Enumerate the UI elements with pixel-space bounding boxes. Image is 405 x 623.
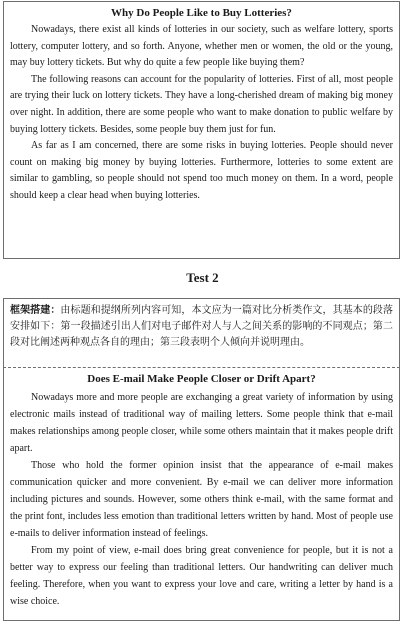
essay-box-test2 — [3, 368, 400, 621]
framework-note — [10, 303, 393, 351]
framework-box — [3, 298, 400, 368]
essay-paragraph-1: Nowadays more and more people are exchanging a great variety of information by using electronic mails instead of traditional way of mailing letters. Some people think that e-mail makes relationships among people closer, while some others maintain that it makes people drift apart. — [10, 392, 393, 454]
essay-title: Does E-mail Make People Closer or Drift Apart? — [87, 373, 316, 385]
section-heading-test2: Test 2 — [186, 270, 219, 285]
essay-title: Why Do People Like to Buy Lotteries? — [111, 7, 292, 19]
framework-label: 框架搭建： — [10, 305, 61, 316]
essay-box-test1 — [3, 1, 400, 259]
framework-text: 由标题和提纲所列内容可知，本文应为一篇对比分析类作文，其基本的段落安排如下：第一段描述引出人们对电子邮件对人与人之间关系的影响的不同观点；第二段对比阐述两种观点各自的理由；第三段表明个人倾向并说明理由。 — [10, 305, 394, 348]
essay-paragraph-3: As far as I am concerned, there are some risks in buying lotteries. People should never count on making big money by buying lotteries. Furthermore, lotteries to some extent are similar to gambling, so people should not spend too much money on them. In a word, people should keep a clear head when buying lotteries. — [10, 140, 393, 201]
essay-paragraph-3: From my point of view, e-mail does bring great convenience for people, but it is not a better way to express our feeling than traditional letters. Our handwriting can deliver much feeling. Therefore, when you want to express your love and care, writing a letter by hand is a wise choice. — [10, 545, 393, 607]
essay-paragraph-1: Nowadays, there exist all kinds of lotteries in our society, such as welfare lottery, sports lottery, computer lottery, and so forth. Anyone, whether men or women, the old or the young, may buy lottery tickets. But why do quite a few people like buying them? — [10, 24, 393, 69]
essay-paragraph-2: The following reasons can account for the popularity of lotteries. First of all, most people are trying their luck on lottery tickets. They have a long-cherished dream of making big money over night. In addition, there are some people who want to make donation to public welfare by buying lottery tickets. Besides, some people buy them just for fun. — [10, 73, 393, 135]
essay-paragraph-2: Those who hold the former opinion insist that the appearance of e-mail makes communication quicker and more convenient. By e-mail we can deliver more information including pictures and sounds. However, some others think e-mail, with the same format and the print font, includes less emotion than traditional letters written by hand. Most of people use e-mails to deliver information instead of feelings. — [10, 460, 393, 539]
